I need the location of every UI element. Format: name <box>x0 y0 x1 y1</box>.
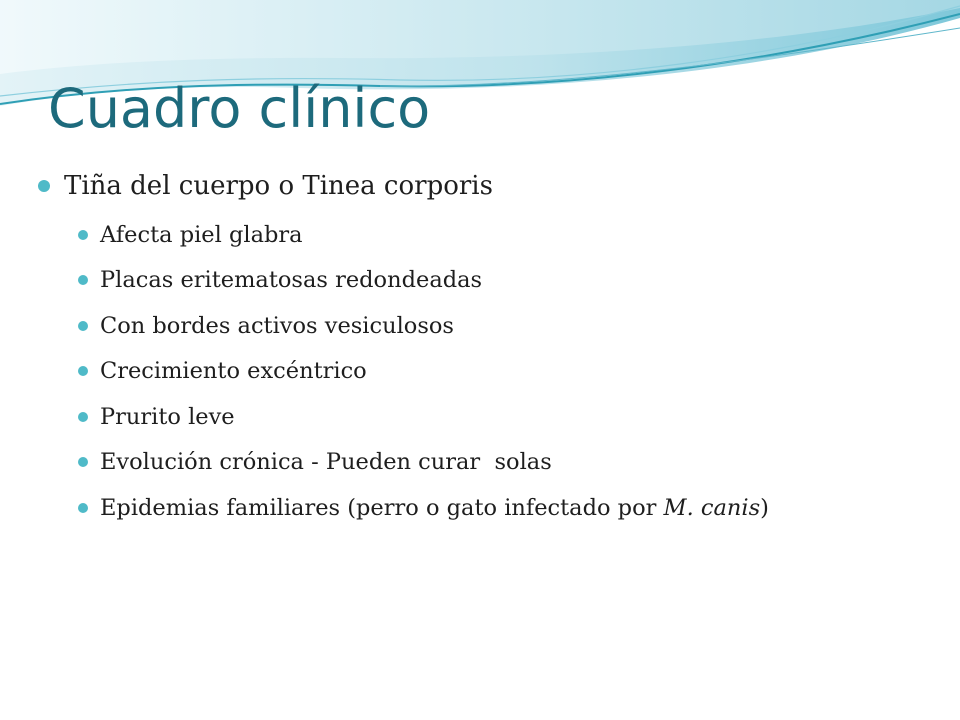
bullet-icon <box>78 275 88 285</box>
list-item-text-prefix: Epidemias familiares (perro o gato infectado por <box>100 494 664 521</box>
list-item-text: Crecimiento excéntrico <box>100 358 367 385</box>
list-item <box>78 258 938 304</box>
list-item-text: Con bordes activos vesiculosos <box>100 312 454 339</box>
species-name: M. canis <box>663 494 761 521</box>
sub-bullet-list <box>38 212 938 531</box>
list-item <box>78 485 938 531</box>
list-item <box>78 349 938 395</box>
bullet-level1 <box>38 164 938 208</box>
list-item-text: Prurito leve <box>100 403 235 430</box>
list-item-text: Afecta piel glabra <box>100 221 303 248</box>
bullet-level1-text: Tiña del cuerpo o Tinea corporis <box>64 171 493 201</box>
list-item <box>78 303 938 349</box>
bullet-icon <box>78 457 88 467</box>
list-item <box>78 212 938 258</box>
list-item <box>78 394 938 440</box>
list-item-text-suffix: ) <box>760 494 769 521</box>
slide-title: Cuadro clínico <box>48 77 431 140</box>
list-item-text: Evolución crónica - Pueden curar solas <box>100 449 552 476</box>
list-item-text <box>100 495 769 521</box>
bullet-icon <box>78 503 88 513</box>
list-item <box>78 440 938 486</box>
list-item-text: Placas eritematosas redondeadas <box>100 267 483 294</box>
bullet-icon <box>78 230 88 240</box>
bullet-icon <box>78 366 88 376</box>
bullet-icon <box>38 180 50 192</box>
bullet-icon <box>78 321 88 331</box>
bullet-icon <box>78 412 88 422</box>
bullet-content <box>38 164 938 531</box>
